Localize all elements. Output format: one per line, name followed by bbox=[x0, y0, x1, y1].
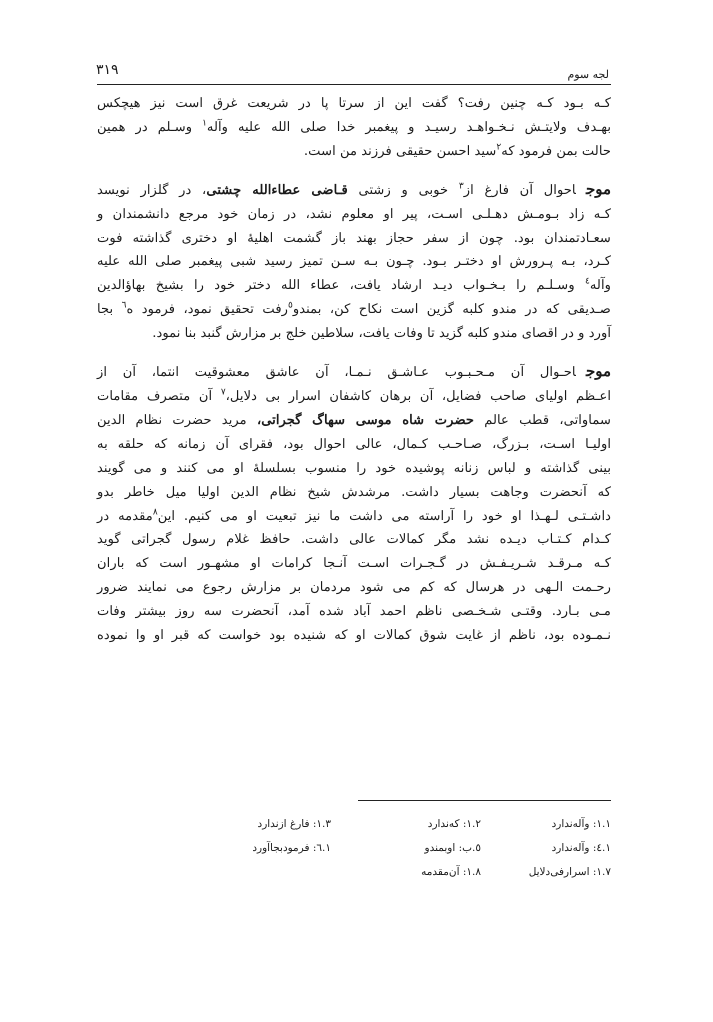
footnote: ٥.ب: او‌بمندو bbox=[424, 842, 481, 854]
footnote: ۱.۸: آن‌مقدمه bbox=[421, 866, 481, 878]
text-line: بهـدف ولایتـش نـخـواهـد رسیـد و پیغمبر خدا صلی الله علیه وآله$^۱$ وسـلم در همین bbox=[97, 118, 611, 135]
main-text bbox=[97, 92, 611, 648]
footnote-row bbox=[120, 812, 611, 836]
section-marker: موج bbox=[585, 362, 611, 381]
paragraph-3 bbox=[97, 360, 611, 648]
footnote: ۱.۷: اسرار‌فی‌دلایل bbox=[528, 866, 611, 878]
text-line: صـدیقی که در مندو کلبه گزین است نکاح کن، بمندو$^٥$رفت تحقیق نمود، فرمود ه$^٦$ بجا bbox=[97, 300, 611, 318]
text-line: اولیـا اسـت، بـزرگ، صـاحـب کـمال، عالی احوال بود، فقرای آن زمانه که حلقه به bbox=[97, 436, 611, 452]
footnote: ۱.۲: که‌ندارد bbox=[427, 818, 481, 830]
footnote-ref: ۸ bbox=[152, 507, 158, 518]
text-line: داشـتـی لـهـذا او خود را آراسته می داشت ما نیز تبعیت او می کنیم. این$^۸$مقدمه در bbox=[97, 507, 611, 524]
text-line: موجاحـوال آن مـحـبـوب عـاشـق نـمـا، آن عاشق معشوقیت انتما، آن از bbox=[97, 362, 611, 381]
person-name: قـاضی عطاءالله چشتی bbox=[206, 182, 348, 198]
text-line: آورد و در اقصای مندو کلبه گزید تا وفات یافت، سلاطین خلج بر مزارش گنبد بنا نمود. bbox=[152, 326, 611, 342]
text-line: رحـمت الـهی در هرسال که کم می شود مردمان بر مزارش رجوع می نمایند ضرور bbox=[97, 580, 611, 596]
footnote-ref: ۳ bbox=[458, 181, 464, 192]
section-marker: موج bbox=[585, 179, 611, 198]
text-line: کـه زاد بـومـش دهـلـی اسـت، پیر او معلوم نشد، در زمان خود مرجع دانشمندان و bbox=[97, 206, 611, 222]
text-line: حالت بمن فرمود که$^۲$سید احسن حقیقی فرزند من است. bbox=[303, 142, 611, 159]
footnote-ref: ۱ bbox=[202, 118, 207, 129]
page-number: ۳۱۹ bbox=[96, 62, 119, 78]
text-line: اعـظم اولیای صاحب فضایل، آن برهان کاشفان اسرار بی دلایل،$^۷$ آن متصرف مقامات bbox=[97, 387, 611, 404]
text-line: بینی گذاشته و لباس زنانه پوشیده خود را منسوب بسلسلهٔ او می کنند و می گویند bbox=[97, 460, 611, 476]
footnote: ۱.٤: وآله‌ندارد bbox=[551, 842, 611, 854]
footnote: ۱.۳: فارغ از‌ندارد bbox=[257, 818, 331, 830]
footnote-ref: ٤ bbox=[585, 276, 590, 287]
running-header: لجه سوم bbox=[567, 68, 609, 81]
footnote-ref: ۲ bbox=[496, 142, 502, 153]
text-line: کـه مـرقـد شـریـفـش در گـجـرات اسـت آنـجا کرامات او مشهـور است که باران bbox=[97, 556, 611, 572]
text-line: سعـادتمندان بود. چون از سفر حجاز بهند باز گشمت اهلیهٔ او دختری گذاشته فوت bbox=[97, 230, 611, 246]
paragraph-1 bbox=[97, 92, 611, 164]
paragraph-2 bbox=[97, 178, 611, 346]
footnote: ۱.۱: وآله‌ندارد bbox=[551, 818, 611, 830]
text-line: که آنحضرت وجاهت بسیار داشت. مرشدش شیخ نظام الدین اولیا میل خاطر بدو bbox=[97, 484, 611, 500]
text-line: وآله$^٤$ وسـلـم را بـخـواب دیـد ارشاد یافت، عطاء الله دختر خود را بشیخ بهاؤالدین bbox=[97, 276, 611, 294]
footnote-rule bbox=[358, 800, 611, 801]
text-line: کـه بـود کـه چنین رفت؟ گفت این از سرتا پا در شریعت غرق است نیز هیچکس bbox=[97, 96, 611, 111]
footnote-ref: ۷ bbox=[220, 387, 226, 398]
text-line: نـمـوده بود، ناظم از غایت شوق کمالات او که شنیده بود خواست که قبر او وا نموده bbox=[97, 628, 611, 644]
text-line: موجاحوال آن فارغ از$^۳$ خوبی و زشتی قـاضی عطاءالله چشتی، در گلزار نویسد bbox=[97, 179, 611, 198]
footnote-ref: ٥ bbox=[288, 300, 293, 311]
footnote bbox=[201, 860, 331, 884]
text-line: مـی بـارد. وقتـی شـخـصی ناظم احمد آباد شده آمد، آنحضرت سه روز بیشتر وفات bbox=[97, 604, 611, 620]
header-rule bbox=[97, 84, 611, 85]
footnote-row bbox=[120, 860, 611, 884]
text-line: کـرد، بـه پـرورش او دختـر بـود. چـون بـه سـن تمیز رسید شبی پیغمبر صلی الله علیه bbox=[97, 254, 611, 270]
person-name: حضرت شاه موسی سهاگ گجراتی، bbox=[256, 412, 475, 428]
footnotes bbox=[120, 812, 611, 884]
text-line: سماواتی، قطب عالم حضرت شاه موسی سهاگ گجراتی، مرید حضرت نظام الدین bbox=[97, 412, 611, 428]
footnote-ref: ٦ bbox=[121, 300, 127, 311]
footnote: ۱.٦: فرمود‌بجاآورد bbox=[252, 842, 331, 854]
text-line: کـدام کـتـاب دیـده نشد مگر کمالات عالی داشت. حافظ غلام رسول گجراتی گوید bbox=[97, 532, 611, 548]
footnote-row bbox=[120, 836, 611, 860]
